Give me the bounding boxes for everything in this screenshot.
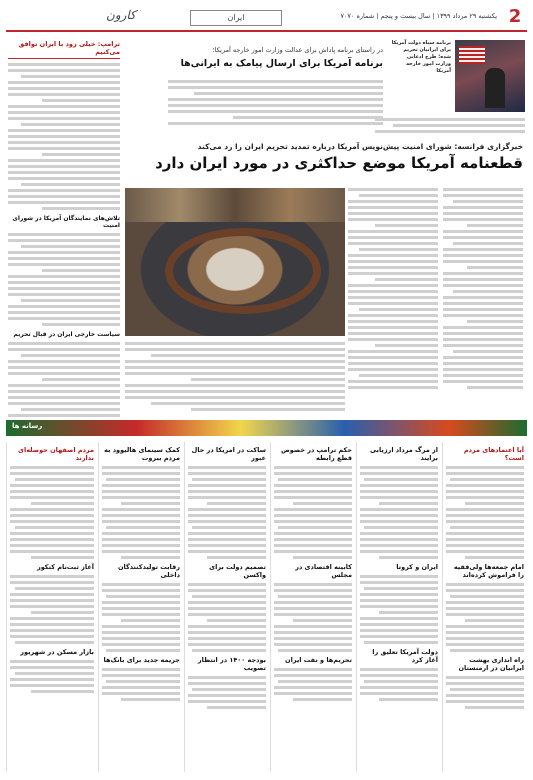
lower-column-subhead: ایران و کرونا	[396, 563, 438, 571]
lower-column-subhead: تصمیم دولت برای واکسن	[209, 563, 266, 579]
lower-column-subhead: جریمه جدید برای بانک‌ها	[103, 656, 180, 664]
newspaper-logo: کارون	[106, 8, 136, 22]
page-header	[6, 6, 527, 28]
main-story-kicker: خبرگزاری فرانسه: شورای امنیت پیش‌نویس آمریکا درباره تمدید تحریم ایران را رد می‌کند	[197, 142, 523, 151]
secondary-story-kicker: در راستای برنامه پاداش برای عدالت وزارت امور خارجه آمریکا؛	[212, 46, 383, 54]
lower-column-subhead: امام جمعه‌ها ولی‌فقیه را فراموش کرده‌اند	[453, 563, 524, 579]
lower-column-subhead: بودجه ۱۴۰۰ در انتظار تصویب	[197, 656, 266, 672]
lower-column-4	[184, 442, 269, 772]
ad-banner-label: رسانه ها	[12, 422, 43, 430]
left-sidebar-subhead-1: تلاش‌های نمایندگان آمریکا در شورای امنیت	[12, 215, 120, 229]
lower-column-1	[442, 442, 527, 772]
secondary-story-body	[168, 80, 383, 128]
main-story-column-2	[348, 188, 438, 392]
lower-column-headline: حکم ترامپ در خصوص قطع رابطه	[281, 446, 352, 462]
main-story-column-1	[443, 188, 523, 392]
lower-column-2	[356, 442, 441, 772]
right-column-text	[375, 118, 525, 136]
lower-column-headline: ساکت در امریکا در حال عبور	[191, 446, 266, 462]
american-flag-graphic	[459, 46, 485, 64]
lower-column-subhead: آغاز ثبت‌نام کنکور	[36, 563, 94, 571]
section-label: ایران	[190, 10, 282, 26]
left-sidebar-subhead-2: سیاست خارجی ایران در قبال تحریم	[13, 331, 120, 338]
council-table-ring	[165, 228, 321, 314]
lower-column-subhead: کابینه اقتصادی در مجلس	[295, 563, 352, 579]
lower-column-headline: از مرگ مرداد ارزیابی برایند	[369, 446, 438, 462]
lower-column-headline: آیا اعتماد‌های مردم است؟	[463, 446, 524, 462]
lower-column-3	[270, 442, 355, 772]
lower-column-headline: مردم اصفهان حوصله‌ای ندارند	[18, 446, 94, 462]
secondary-story-headline: برنامه آمریکا برای ارسال پیامک به ایرانی‌ها	[180, 58, 383, 69]
page-number: 2	[508, 6, 522, 27]
left-sidebar	[8, 40, 120, 420]
right-column-caption: برنامه سیاه دولت آمریکا برای ایرانیان تحریم شده؛ طرح ادعایی وزارت امور خارجه آمریکا	[391, 40, 451, 74]
official-figure-graphic	[485, 68, 505, 108]
lower-column-6	[6, 442, 97, 772]
lower-column-subhead: دولت آمریکا تعلیق را آغاز کرد	[372, 648, 438, 664]
lower-column-5	[98, 442, 183, 772]
header-rule	[6, 30, 527, 32]
right-column-photo	[455, 40, 525, 112]
main-story-lower-text	[125, 342, 345, 414]
main-story-headline: قطعنامه آمریکا موضع حداکثری در مورد ایران دارد	[155, 154, 523, 172]
date-line: یکشنبه ۲۹ مرداد ۱۳۹۹ | سال بیست و پنجم | شماره ۷۰۷۰	[340, 12, 497, 20]
lower-column-headline: کمک سینمای هالیوود به مردم بیروت	[104, 446, 180, 462]
lower-column-subhead: بازار مسکن در شهریور	[20, 648, 94, 656]
lower-column-subhead: تحریم‌ها و نفت ایران	[285, 656, 352, 664]
left-sidebar-title: ترامپ: خیلی زود با ایران توافق می‌کنیم	[8, 40, 120, 59]
advertisement-banner	[6, 420, 527, 436]
secondary-story	[173, 46, 383, 69]
lower-column-subhead: رقابت تولیدکنندگان داخلی	[118, 563, 180, 579]
security-council-photo	[125, 188, 345, 336]
photo-mural	[125, 188, 345, 222]
lower-column-subhead: راه اندازی بهشت ایرانیان در ارمنستان	[458, 656, 524, 672]
